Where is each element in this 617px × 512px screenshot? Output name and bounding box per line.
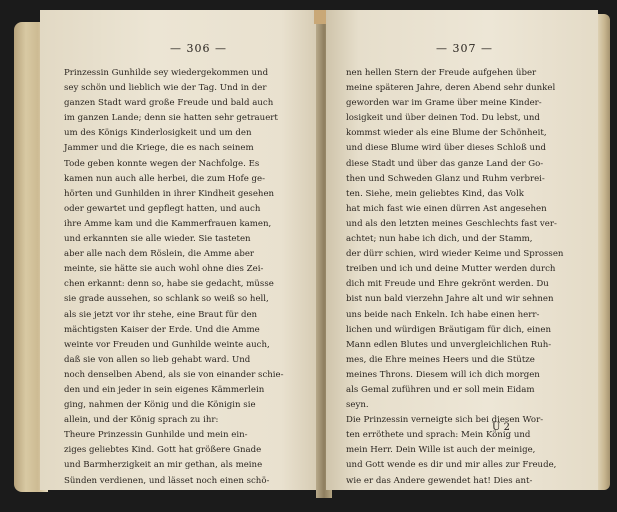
text-line: dich mit Freude und Ehre gekrönt werden. Du [346,279,549,290]
text-line: meines Throns. Diesem will ich dich morgen [346,369,540,380]
right-page-text [346,66,563,489]
text-line: losigkeit und über deinen Tod. Du lebst, und [346,113,540,124]
text-line: kommst wieder als eine Blume der Schönheit, [346,128,547,139]
text-line: und als den letzten meines Geschlechts fast ver- [346,218,557,229]
text-line: nen hellen Stern der Freude aufgehen über [346,68,537,78]
text-line: allein, und der König sprach zu ihr: [64,415,219,426]
text-line: den und ein jeder in sein eigenes Kämmerlein [64,384,265,395]
right-page [326,10,598,490]
text-line: und erkannten sie alle wieder. Sie tasteten [64,234,251,245]
text-line: aber alle nach dem Röslein, die Amme aber [64,249,255,260]
text-line: mein Herr. Dein Wille ist auch der meinige, [346,445,536,456]
text-line: Jammer und die Kriege, die es nach seinem [64,143,254,154]
text-line: ihre Amme kam und die Kammerfrauen kamen, [64,218,272,229]
text-line: daß sie von allen so lieb gehabt ward. Und [64,354,251,365]
text-line: Die Prinzessin verneigte sich bei diesen Wor- [346,415,544,426]
text-line: diese Stadt und über das ganze Land der Go- [346,158,544,169]
text-line: Mann edlen Blutes und unvergleichlichen Ruh- [346,339,552,350]
left-page [40,10,324,490]
text-line: weinte vor Freuden und Gunhilde weinte auch, [64,339,270,350]
open-book [14,10,610,494]
text-line: Tode geben konnte wegen der Nachfolge. Es [64,158,260,169]
text-line: um des Königs Kinderlosigkeit und um den [64,128,252,139]
text-line: hat mich fast wie einen dürren Ast angesehen [346,203,547,214]
text-line: im ganzen Lande; denn sie hatten sehr getrauert [64,113,278,124]
text-line: ganzen Stadt ward große Freude und bald auch [64,98,274,109]
text-line: und Barmherzigkeit an mir gethan, als meine [64,460,263,471]
signature-mark: U 2 [492,422,510,433]
text-line: wie er das Andere gewendet hat! Dies ant- [346,475,533,486]
text-line: oder gewartet und gepflegt hatten, und auch [64,203,261,214]
text-line: then und Schweden Glanz und Ruhm verbrei- [346,173,545,184]
text-line: ziges geliebtes Kind. Gott hat größere Gnade [64,445,262,456]
text-line: Sünden verdienen, und lässet noch einen schö- [64,475,270,486]
page-edges-right [596,14,610,490]
text-line: ging, nahmen der König und die Königin sie [64,400,256,411]
text-line: treiben und ich und deine Mutter werden durch [346,264,556,275]
left-page-text [64,66,284,489]
text-line: hörten und Gunhilden in ihrer Kindheit gesehen [64,188,275,199]
page-number-right: — 307 — [436,42,493,55]
text-line: Theure Prinzessin Gunhilde und mein ein- [64,430,248,441]
text-line: mächtigsten Kaiser der Erde. Und die Amme [64,324,260,335]
text-line: chen erkannt: denn so, habe sie gedacht, müsse [64,279,274,290]
text-line: lichen und würdigen Bräutigam für dich, einen [346,324,551,335]
text-line: meine späteren Jahre, deren Abend sehr dunkel [346,83,556,94]
text-line: kamen nun auch alle herbei, die zum Hofe ge- [64,173,266,184]
text-line: Prinzessin Gunhilde sey wiedergekommen und [64,68,269,78]
text-line: und diese Blume wird über dieses Schloß und [346,143,547,154]
text-line: noch denselben Abend, als sie von einander schie- [64,369,284,380]
text-line: der dürr schien, wird wieder Keime und Sprossen [346,249,564,260]
text-line: meinte, sie hätte sie auch wohl ohne dies Zei- [64,264,264,275]
page-number-left: — 306 — [170,42,227,55]
text-line: mes, die Ehre meines Heers und die Stütze [346,354,535,365]
text-line: als Gemal zuführen und er soll mein Eidam [346,384,535,395]
text-line: achtet; nun habe ich dich, und der Stamm, [346,234,533,245]
text-line: uns beide nach Enkeln. Ich habe einen herr- [346,309,540,320]
text-line: ten. Siehe, mein geliebtes Kind, das Volk [346,188,524,199]
text-line: und Gott wende es dir und mir alles zur Freude, [346,460,557,471]
text-line: sey schön und lieblich wie der Tag. Und in der [64,83,267,94]
text-line: geworden war im Grame über meine Kinder- [346,98,542,109]
text-line: sie grade aussehen, so schlank so weiß so hell, [64,294,269,305]
text-line: seyn. [346,400,369,411]
text-line: als sie jetzt vor ihr stehe, eine Braut für den [64,309,258,320]
text-line: ten erröthete und sprach: Mein König und [346,430,531,441]
text-line: bist nun bald vierzehn Jahre alt und wir sehnen [346,294,554,305]
